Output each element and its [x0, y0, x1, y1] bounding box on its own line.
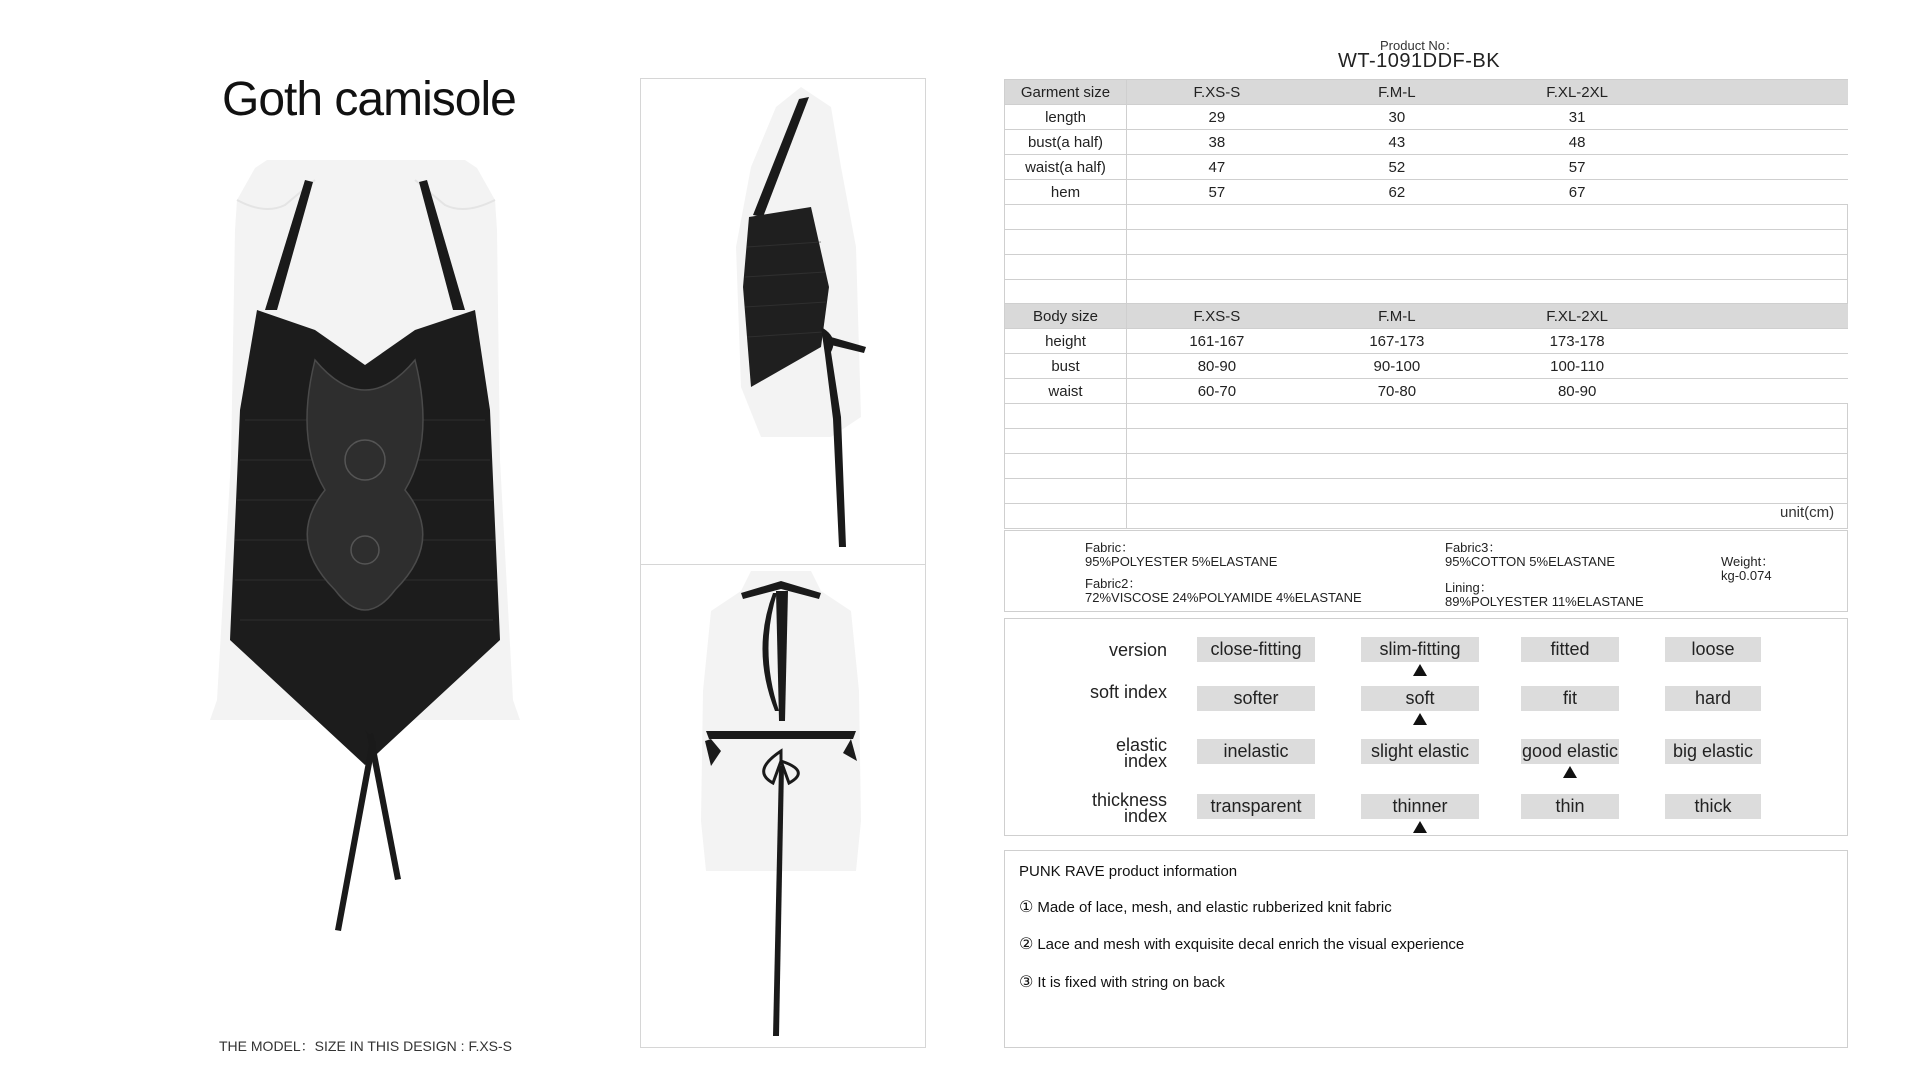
- fabric1-label: Fabric：: [1085, 540, 1135, 555]
- product-number: WT-1091DDF-BK: [1338, 50, 1501, 72]
- elastic-index-label: elastic index: [1115, 735, 1167, 771]
- empty-cell: [1667, 180, 1847, 205]
- info-number: ②: [1019, 936, 1034, 953]
- product-information: [1004, 850, 1848, 1048]
- unit-label: unit(cm): [1780, 504, 1835, 521]
- table-cell: 43: [1307, 130, 1487, 155]
- table-row: [1005, 354, 1848, 379]
- soft-index-row: [1005, 678, 1847, 724]
- info-text: Lace and mesh with exquisite decal enrich the visual experience: [1037, 935, 1465, 953]
- lining-value: 89%POLYESTER 11%ELASTANE: [1445, 594, 1644, 609]
- empty-cell: [1667, 130, 1847, 155]
- table-cell: 167-173: [1307, 329, 1487, 354]
- fabric3: [1445, 541, 1615, 569]
- table-row: [1005, 180, 1848, 205]
- table-cell: 29: [1127, 105, 1307, 130]
- body-size-table: [1004, 303, 1848, 529]
- body-size-col-header: F.XS-S: [1127, 304, 1307, 329]
- weight: [1721, 555, 1774, 583]
- garment-size-table: [1004, 79, 1848, 305]
- info-text: Made of lace, mesh, and elastic rubberized knit fabric: [1037, 898, 1392, 916]
- body-size-col-header: F.XL-2XL: [1487, 304, 1667, 329]
- empty-cell: [1667, 354, 1847, 379]
- info-number: ③: [1019, 974, 1034, 991]
- garment-size-header: Garment size: [1005, 80, 1127, 105]
- empty-cell: [1667, 80, 1847, 105]
- empty-row: [1005, 280, 1848, 305]
- fabric2: [1085, 577, 1362, 605]
- fabric1-value: 95%POLYESTER 5%ELASTANE: [1085, 554, 1278, 569]
- empty-row: [1005, 404, 1848, 429]
- table-cell: 80-90: [1127, 354, 1307, 379]
- body-size-col-header: F.M-L: [1307, 304, 1487, 329]
- fit-option: close-fitting: [1197, 637, 1315, 662]
- fit-option: inelastic: [1197, 739, 1315, 764]
- table-cell: 38: [1127, 130, 1307, 155]
- fabric-composition: [1004, 530, 1848, 612]
- table-cell: 30: [1307, 105, 1487, 130]
- fit-option: thin: [1521, 794, 1619, 819]
- thickness-index-label: thickness index: [1091, 790, 1167, 826]
- table-row: [1005, 105, 1848, 130]
- table-cell: 161-167: [1127, 329, 1307, 354]
- back-product-photo: [681, 571, 881, 1041]
- table-cell: 47: [1127, 155, 1307, 180]
- version-label: version: [1108, 640, 1167, 660]
- fit-option: transparent: [1197, 794, 1315, 819]
- garment-size-col-header: F.XL-2XL: [1487, 80, 1667, 105]
- fit-option: loose: [1665, 637, 1761, 662]
- table-cell: 31: [1487, 105, 1667, 130]
- fit-option: hard: [1665, 686, 1761, 711]
- info-title: PUNK RAVE product information: [1019, 863, 1238, 880]
- fabric3-label: Fabric3：: [1445, 540, 1502, 555]
- row-label: height: [1005, 329, 1127, 354]
- garment-size-col-header: F.M-L: [1307, 80, 1487, 105]
- table-cell: 57: [1127, 180, 1307, 205]
- table-cell: 173-178: [1487, 329, 1667, 354]
- empty-row: [1005, 479, 1848, 504]
- row-label: bust: [1005, 354, 1127, 379]
- empty-cell: [1667, 105, 1847, 130]
- row-label: waist(a half): [1005, 155, 1127, 180]
- selected-marker-icon: [1413, 713, 1427, 725]
- table-cell: 70-80: [1307, 379, 1487, 404]
- empty-row: [1005, 255, 1848, 280]
- fit-option: thick: [1665, 794, 1761, 819]
- row-label: hem: [1005, 180, 1127, 205]
- selected-marker-icon: [1413, 664, 1427, 676]
- info-number: ①: [1019, 899, 1034, 916]
- fit-option: good elastic: [1521, 739, 1619, 764]
- fit-option: slight elastic: [1361, 739, 1479, 764]
- row-label: bust(a half): [1005, 130, 1127, 155]
- side-product-photo: [681, 87, 881, 557]
- fit-option: big elastic: [1665, 739, 1761, 764]
- fabric1: [1085, 541, 1277, 569]
- weight-label: Weight：: [1721, 554, 1775, 569]
- empty-row: [1005, 504, 1848, 529]
- table-cell: 48: [1487, 130, 1667, 155]
- selected-marker-icon: [1563, 766, 1577, 778]
- product-number-label: Product No：: [1380, 38, 1459, 53]
- table-row: [1005, 379, 1848, 404]
- weight-value: kg-0.074: [1721, 568, 1772, 583]
- row-label: waist: [1005, 379, 1127, 404]
- detail-photos-frame: [640, 78, 926, 1048]
- table-cell: 80-90: [1487, 379, 1667, 404]
- table-cell: 57: [1487, 155, 1667, 180]
- front-product-photo: [195, 160, 535, 960]
- table-cell: 67: [1487, 180, 1667, 205]
- fabric2-label: Fabric2：: [1085, 576, 1142, 591]
- fabric2-value: 72%VISCOSE 24%POLYAMIDE 4%ELASTANE: [1085, 590, 1362, 605]
- fit-option: soft: [1361, 686, 1479, 711]
- fit-option: thinner: [1361, 794, 1479, 819]
- empty-cell: [1667, 379, 1847, 404]
- selected-marker-icon: [1413, 821, 1427, 833]
- empty-cell: [1667, 155, 1847, 180]
- lining: [1445, 581, 1644, 609]
- thickness-index-row: [1005, 786, 1847, 832]
- empty-row: [1005, 454, 1848, 479]
- product-title: Goth camisole: [222, 73, 516, 126]
- fit-option: fit: [1521, 686, 1619, 711]
- info-item: [1019, 972, 1225, 992]
- version-row: [1005, 629, 1847, 675]
- model-size-note: THE MODEL：SIZE IN THIS DESIGN : F.XS-S: [219, 1038, 513, 1054]
- fit-option: softer: [1197, 686, 1315, 711]
- table-row: [1005, 329, 1848, 354]
- body-size-header-row: [1005, 304, 1848, 329]
- fit-option: fitted: [1521, 637, 1619, 662]
- empty-row: [1005, 205, 1848, 230]
- fit-index-chart: [1004, 618, 1848, 836]
- garment-size-col-header: F.XS-S: [1127, 80, 1307, 105]
- info-item: [1019, 897, 1392, 917]
- table-cell: 52: [1307, 155, 1487, 180]
- garment-size-header-row: [1005, 80, 1848, 105]
- lining-label: Lining：: [1445, 580, 1493, 595]
- table-cell: 60-70: [1127, 379, 1307, 404]
- table-row: [1005, 130, 1848, 155]
- row-label: length: [1005, 105, 1127, 130]
- table-row: [1005, 155, 1848, 180]
- photo-divider: [641, 564, 925, 565]
- soft-index-label: soft index: [1089, 682, 1167, 702]
- empty-cell: [1667, 304, 1847, 329]
- table-cell: 62: [1307, 180, 1487, 205]
- empty-row: [1005, 230, 1848, 255]
- body-size-header: Body size: [1005, 304, 1127, 329]
- info-text: It is fixed with string on back: [1037, 973, 1225, 991]
- info-item: [1019, 934, 1464, 954]
- table-cell: 100-110: [1487, 354, 1667, 379]
- fit-option: slim-fitting: [1361, 637, 1479, 662]
- empty-row: [1005, 429, 1848, 454]
- table-cell: 90-100: [1307, 354, 1487, 379]
- fabric3-value: 95%COTTON 5%ELASTANE: [1445, 554, 1616, 569]
- empty-cell: [1667, 329, 1847, 354]
- elastic-index-row: [1005, 731, 1847, 777]
